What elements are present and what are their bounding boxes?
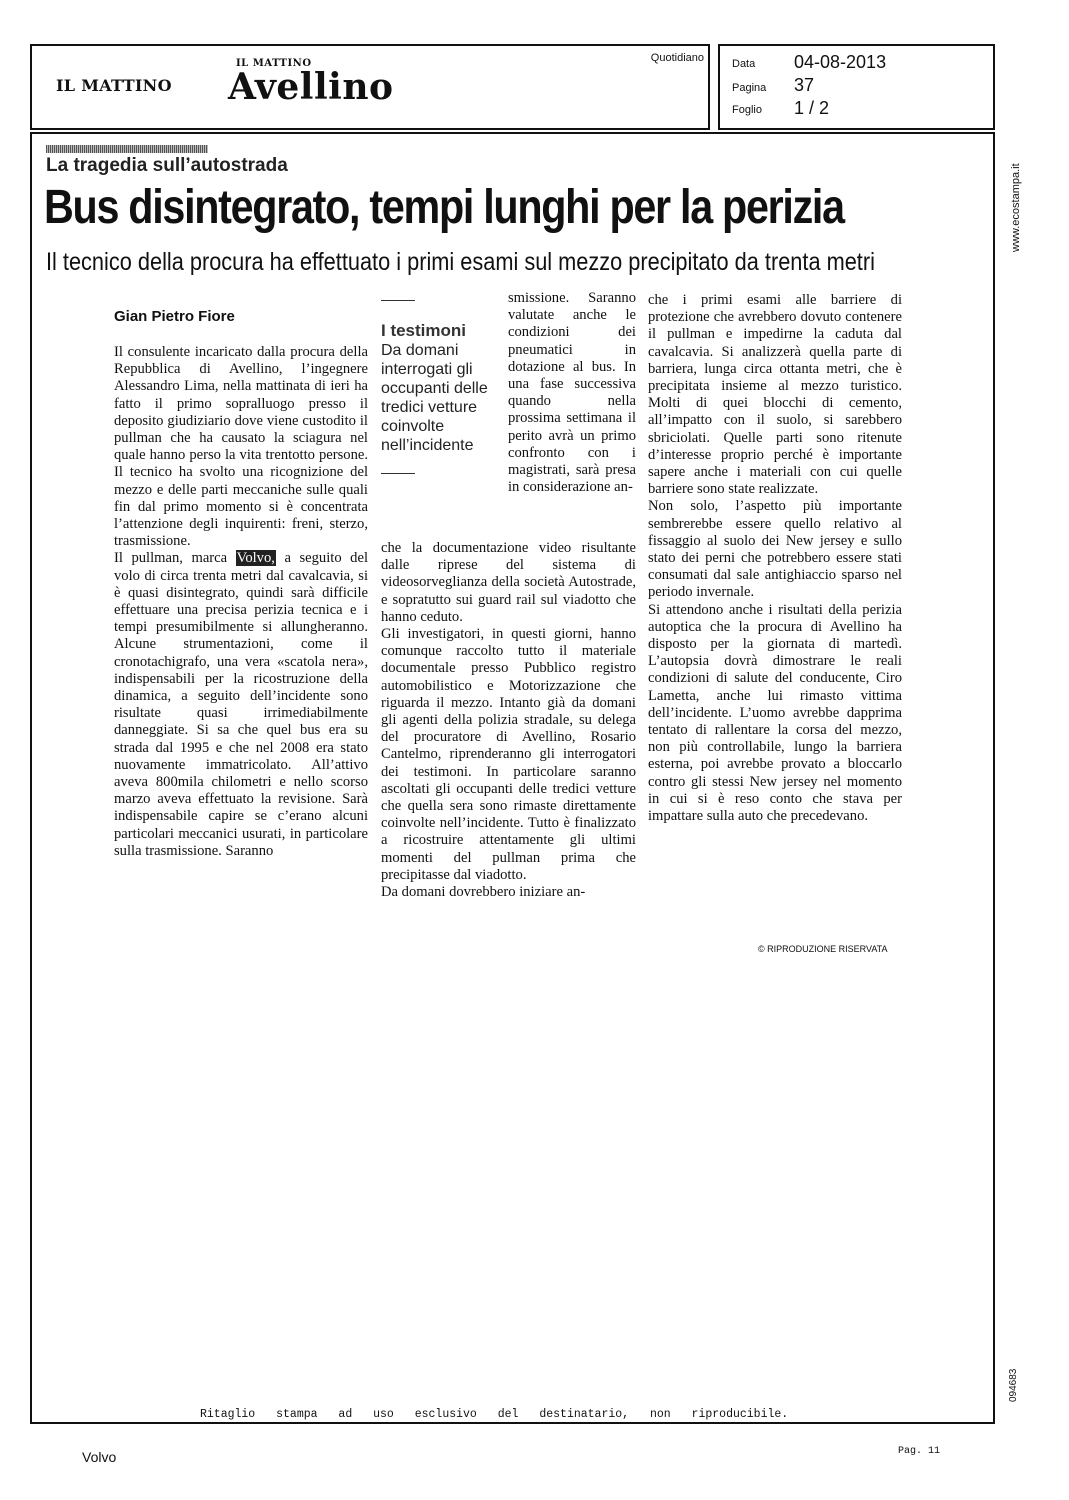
- sidebar-text: Da domani interrogati gli occupanti delle tredici vetture coinvolte nell’incidente: [381, 342, 488, 454]
- meta-value-sheet: 1 / 2: [794, 98, 830, 118]
- article-headline: Bus disintegrato, tempi lunghi per la perizia: [44, 181, 844, 234]
- margin-code: 094683: [1008, 1368, 1019, 1402]
- article-column-3: [648, 292, 902, 825]
- paragraph: Da domani dovrebbero iniziare an-: [381, 884, 586, 901]
- logo-main: IL MATTINO: [56, 76, 172, 95]
- paragraph: smissione. Saranno valutate anche le condizioni dei pneumatici in dotazione al bus. In una fase successiva quando nella prossima settimana il perito avrà un primo confronto con i magistrati, sarà presa in considerazione an-: [508, 290, 636, 496]
- article-column-1: [114, 344, 368, 950]
- meta-value-page: 37: [794, 75, 815, 95]
- logo-small: IL MATTINO: [236, 58, 312, 69]
- page-number: Pag. 11: [898, 1446, 941, 1457]
- article-column-2-top: [508, 290, 636, 496]
- divider: [381, 473, 415, 474]
- masthead-box: [30, 44, 710, 130]
- metadata-box: [718, 44, 995, 130]
- paragraph: Non solo, l’aspetto più importante sembrerebbe essere quello relativo al fissaggio al suolo dei New jersey e sullo stato dei perni che potrebbero essere stati consumati dal sale antighiaccio sparso nel periodo invernale.: [648, 498, 902, 601]
- highlighted-keyword: Volvo,: [236, 550, 275, 567]
- paragraph: che la documentazione video risultante dalle riprese del sistema di videosorveglianza della società Autostrade, e sopratutto sui guard rail sul viadotto che hanno ceduto.: [381, 540, 636, 625]
- article-column-2: [381, 540, 636, 901]
- reproduction-notice: © RIPRODUZIONE RISERVATA: [758, 944, 888, 954]
- margin-url: www.ecostampa.it: [1010, 163, 1022, 252]
- article-author: Gian Pietro Fiore: [114, 308, 235, 325]
- footer-note: Ritaglio stampa ad uso esclusivo del destinatario, non riproducibile.: [200, 1408, 789, 1421]
- paragraph: Gli investigatori, in questi giorni, hanno comunque raccolto tutto il materiale documentale presso Pubblico registro automobilistico e Motorizzazione che riguarda il mezzo. Intanto già da domani gli agenti della polizia stradale, su delega del procuratore di Avellino, Rosario Cantelmo, riprenderanno gli interrogatori dei testimoni. In particolare saranno ascoltati gli occupanti delle tredici vetture che quella sera sono rimaste direttamente coinvolte nell’incidente. Tutto è finalizzato a ricostruire attentamente gli ultimi momenti del pullman prima che precipitasse dal viadotto.: [381, 626, 636, 883]
- kicker-bar: [46, 145, 208, 153]
- paragraph: che i primi esami alle barriere di protezione che avrebbero dovuto contenere il pullman e impedirne la caduta dal cavalcavia. Si analizzerà quella parte di barriera, lunga circa ottanta metri, che è precipitata insieme al mezzo turistico. Molti di quei blocchi di cemento, all’impatto con il suolo, si sarebbero sbriciolati. Quelle parti sono ritenute d’interesse proprio perché è importante sapere anche i materiali con cui quelle barriere sono state realizzate.: [648, 292, 902, 498]
- meta-value-date: 04-08-2013: [794, 52, 887, 72]
- meta-label-date: Data: [732, 58, 756, 70]
- meta-label-sheet: Foglio: [732, 104, 762, 116]
- paragraph: Il consulente incaricato dalla procura della Repubblica di Avellino, l’ingegnere Alessandro Lima, nella mattinata di ieri ha fatto il primo sopralluogo presso il deposito giudiziario dove viene custodito il pullman che ha causato la sciagura nel quale hanno perso la vita trentotto persone. Il tecnico ha svolto una ricognizione del mezzo e delle parti meccaniche sulle quali fin dal primo momento si è concentrata l’attenzione degli inquirenti: freni, sterzo, trasmissione.: [114, 344, 368, 550]
- publication-type: Quotidiano: [650, 52, 704, 64]
- article-subhead: Il tecnico della procura ha effettuato i primi esami sul mezzo precipitato da trenta metri: [46, 248, 875, 276]
- divider: [381, 300, 415, 301]
- logo-city: Avellino: [228, 66, 394, 108]
- paragraph: Si attendono anche i risultati della perizia autoptica che la procura di Avellino ha disposto per la giornata di martedì. L’autopsia dovrà dimostrare le reali condizioni di salute del conducente, Ciro Lametta, anche lui rimasto vittima dell’incidente. L’uomo avrebbe dapprima tentato di rallentare la corsa del mezzo, non più controllabile, lungo la barriera esterna, poi avrebbe provato a bloccarlo contro gli stessi New jersey nel momento in cui si è reso conto che stava per impattare sulla auto che precedevano.: [648, 601, 902, 825]
- sidebar-box: [381, 300, 495, 474]
- article-kicker: La tragedia sull’autostrada: [46, 155, 288, 176]
- meta-label-page: Pagina: [732, 82, 767, 94]
- page-keyword: Volvo: [82, 1449, 117, 1465]
- sidebar-title: I testimoni: [381, 321, 467, 340]
- paragraph: Il pullman, marca Volvo, a seguito del volo di circa trenta metri dal cavalcavia, si è quasi disintegrato, quindi sarà difficile effettuare una precisa perizia tecnica e i tempi presumibilmente si allungheranno. Alcune strumentazioni, come il cronotachigrafo, una vera «scatola nera», indispensabili per la ricostruzione della dinamica, a seguito dell’incidente sono risultate quasi irrimediabilmente danneggiate. Si sa che quel bus era su strada dal 1995 e che nel 2008 era stato nuovamente immatricolato. All’attivo aveva 800mila chilometri e nello scorso marzo aveva effettuato la revisione. Sarà indispensabile capire se c’erano alcuni particolari meccanici usurati, in particolare sulla trasmissione. Saranno: [114, 550, 368, 859]
